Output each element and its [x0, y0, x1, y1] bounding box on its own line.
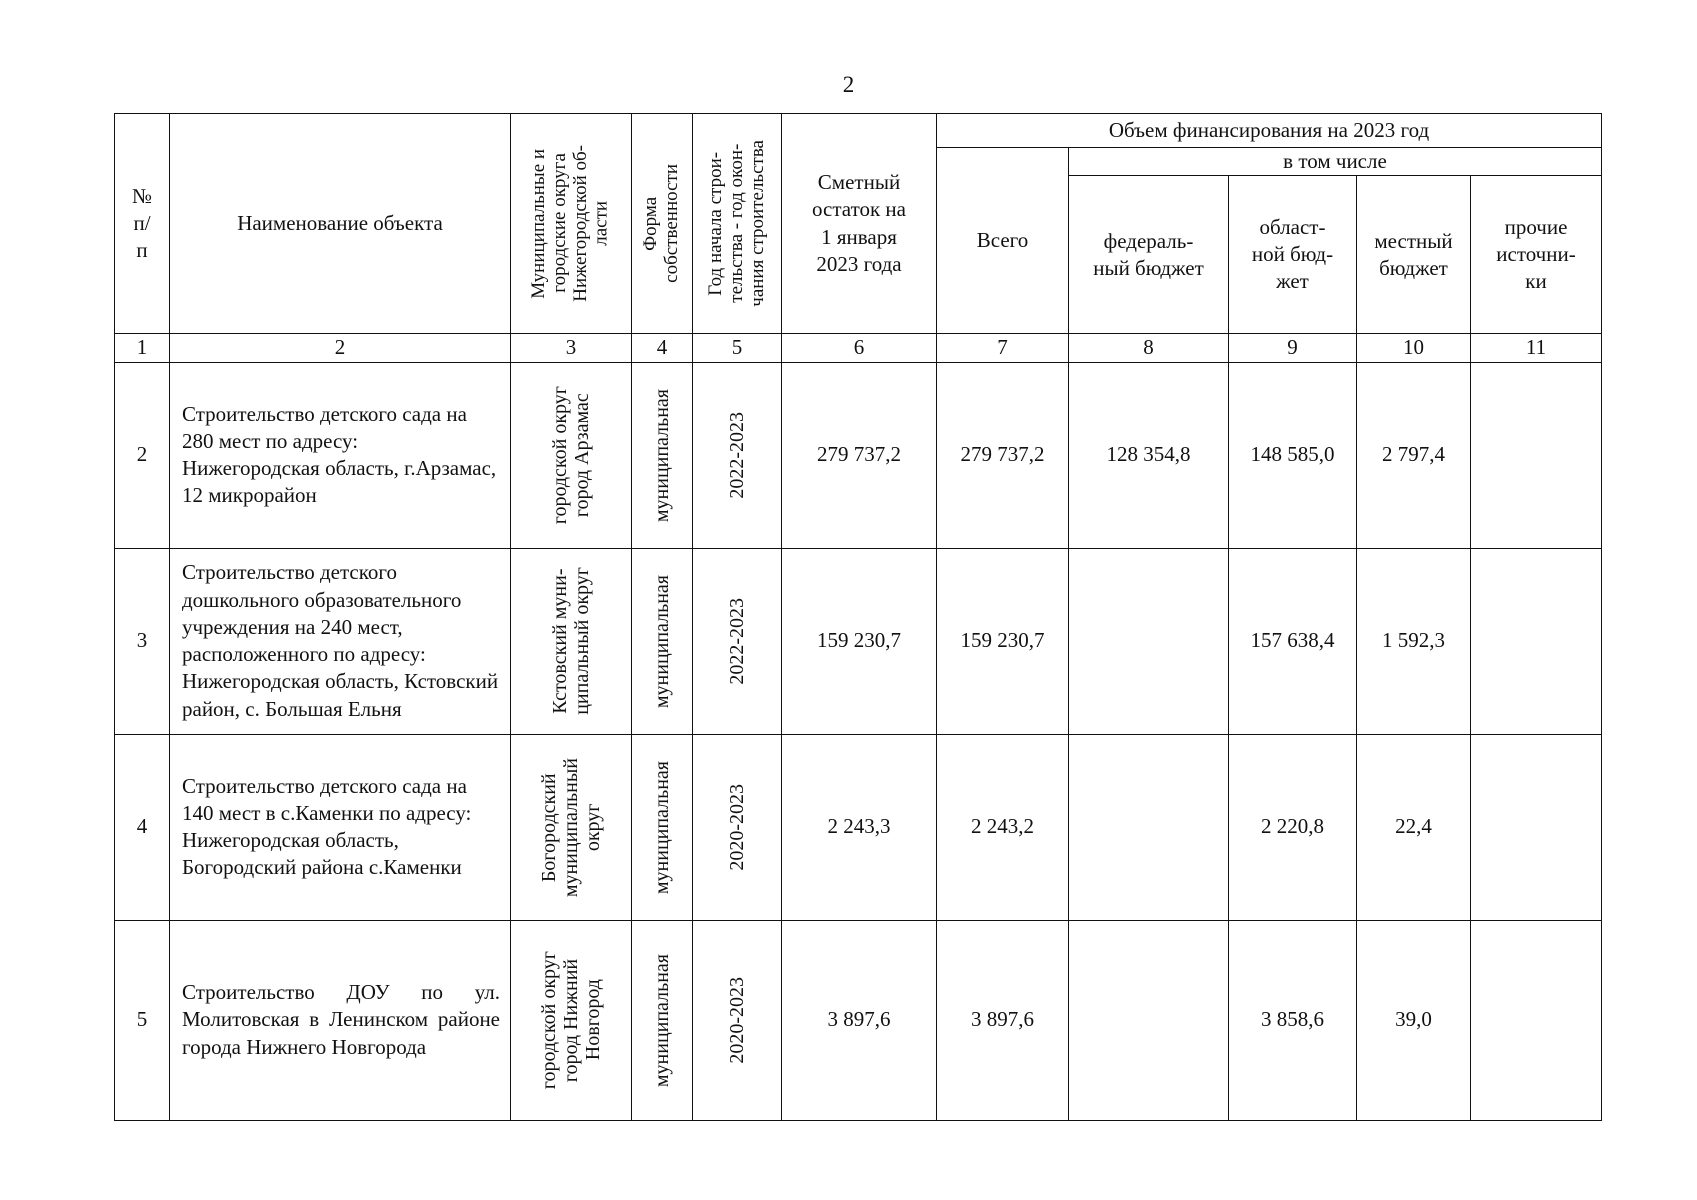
estimate-cell: 3 897,6	[782, 920, 937, 1120]
regional-cell: 2 220,8	[1229, 734, 1357, 920]
header-other: прочие источни- ки	[1471, 176, 1602, 334]
years-cell: 2020-2023	[693, 920, 782, 1120]
years-cell: 2022-2023	[693, 362, 782, 548]
header-estimate: Сметный остаток на 1 января 2023 года	[782, 114, 937, 334]
header-total: Всего	[937, 148, 1069, 334]
municipality-cell: городской округ город Нижний Новгород	[511, 920, 632, 1120]
ownership-cell: муниципальная	[632, 548, 693, 734]
local-cell: 39,0	[1357, 920, 1471, 1120]
row-num: 2	[115, 362, 170, 548]
regional-cell: 3 858,6	[1229, 920, 1357, 1120]
column-numbers-row	[115, 334, 1602, 362]
local-cell: 2 797,4	[1357, 362, 1471, 548]
column-number: 5	[693, 334, 782, 362]
row-num: 5	[115, 920, 170, 1120]
header-federal: федераль- ный бюджет	[1069, 176, 1229, 334]
header-regional: област- ной бюд- жет	[1229, 176, 1357, 334]
header-municipality: Муниципальные и городские округа Нижегородской об- ласти	[511, 114, 632, 334]
municipality-cell: Богородский муниципальный округ	[511, 734, 632, 920]
years-cell: 2020-2023	[693, 734, 782, 920]
total-cell: 3 897,6	[937, 920, 1069, 1120]
other-cell	[1471, 548, 1602, 734]
table-row	[115, 734, 1602, 920]
column-number: 3	[511, 334, 632, 362]
table-row	[115, 548, 1602, 734]
regional-cell: 157 638,4	[1229, 548, 1357, 734]
object-name: Строительство детского дошкольного образовательного учреждения на 240 мест, расположенного по адресу: Нижегородская область, Кстовский район, с. Большая Ельня	[170, 548, 511, 734]
header-ownership: Форма собственности	[632, 114, 693, 334]
column-number: 7	[937, 334, 1069, 362]
row-num: 4	[115, 734, 170, 920]
other-cell	[1471, 734, 1602, 920]
estimate-cell: 2 243,3	[782, 734, 937, 920]
header-num: № п/ п	[115, 114, 170, 334]
estimate-cell: 279 737,2	[782, 362, 937, 548]
header-years: Год начала строи- тельства - год окон- чания строительства	[693, 114, 782, 334]
federal-cell	[1069, 920, 1229, 1120]
column-number: 1	[115, 334, 170, 362]
table-row	[115, 920, 1602, 1120]
column-number: 4	[632, 334, 693, 362]
estimate-cell: 159 230,7	[782, 548, 937, 734]
ownership-cell: муниципальная	[632, 362, 693, 548]
total-cell: 2 243,2	[937, 734, 1069, 920]
other-cell	[1471, 920, 1602, 1120]
total-cell: 159 230,7	[937, 548, 1069, 734]
column-number: 9	[1229, 334, 1357, 362]
ownership-cell: муниципальная	[632, 734, 693, 920]
object-name: Строительство ДОУ по ул. Молитовская в Ленинском районе города Нижнего Новгорода	[170, 920, 511, 1120]
regional-cell: 148 585,0	[1229, 362, 1357, 548]
years-cell: 2022-2023	[693, 548, 782, 734]
header-row-1	[115, 114, 1602, 148]
header-name: Наименование объекта	[170, 114, 511, 334]
object-name: Строительство детского сада на 280 мест по адресу: Нижегородская область, г.Арзамас, 12 микрорайон	[170, 362, 511, 548]
local-cell: 22,4	[1357, 734, 1471, 920]
financing-table	[114, 113, 1602, 1121]
column-number: 10	[1357, 334, 1471, 362]
header-local: местный бюджет	[1357, 176, 1471, 334]
column-number: 11	[1471, 334, 1602, 362]
other-cell	[1471, 362, 1602, 548]
local-cell: 1 592,3	[1357, 548, 1471, 734]
column-number: 6	[782, 334, 937, 362]
federal-cell	[1069, 548, 1229, 734]
page-number: 2	[842, 72, 855, 97]
ownership-cell: муниципальная	[632, 920, 693, 1120]
table-row	[115, 362, 1602, 548]
federal-cell: 128 354,8	[1069, 362, 1229, 548]
header-funding: Объем финансирования на 2023 год	[937, 114, 1602, 148]
object-name: Строительство детского сада на 140 мест в с.Каменки по адресу: Нижегородская область, Богородский района с.Каменки	[170, 734, 511, 920]
header-including: в том числе	[1069, 148, 1602, 176]
row-num: 3	[115, 548, 170, 734]
municipality-cell: Кстовский муни- ципальный округ	[511, 548, 632, 734]
federal-cell	[1069, 734, 1229, 920]
municipality-cell: городской округ город Арзамас	[511, 362, 632, 548]
column-number: 8	[1069, 334, 1229, 362]
total-cell: 279 737,2	[937, 362, 1069, 548]
column-number: 2	[170, 334, 511, 362]
